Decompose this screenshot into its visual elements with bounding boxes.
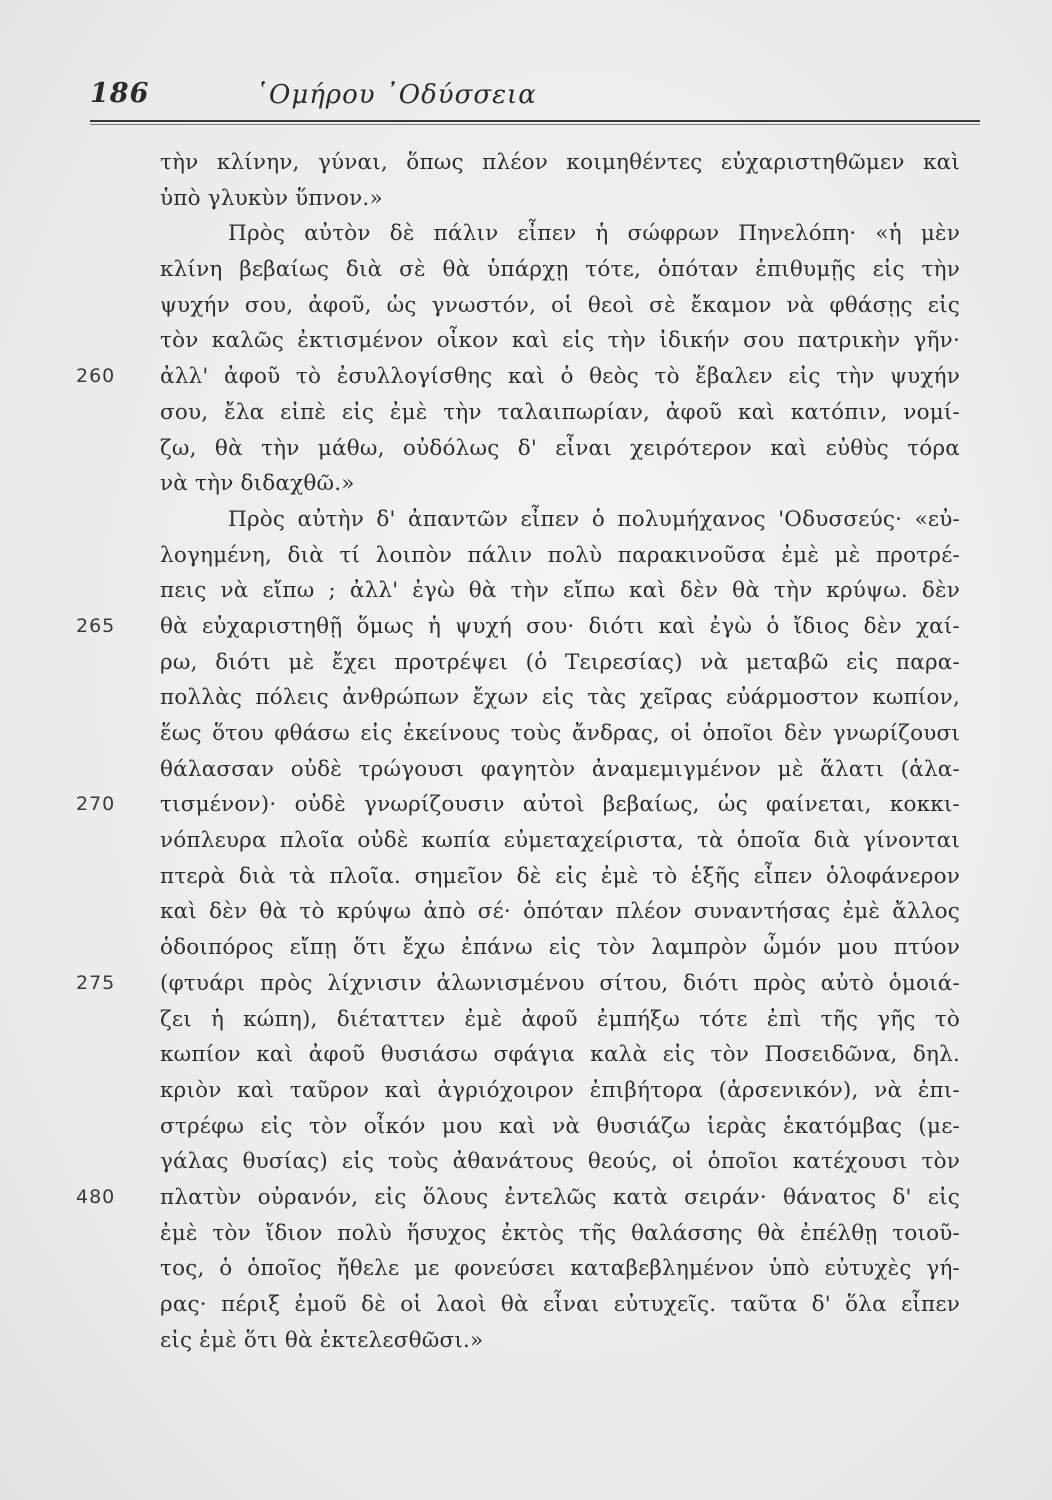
text-line: τισμένον)· οὐδὲ γνωρίζουσιν αὐτοὶ βεβαίως, ὡς φαίνεται, κοκκι- [160, 792, 960, 818]
line-number-260: 260 [76, 365, 116, 387]
text-line: κλίνη βεβαίως διὰ σὲ θὰ ὑπάρχῃ τότε, ὁπόταν ἐπιθυμῇς εἰς τὴν [160, 257, 960, 283]
text-line: σου, ἔλα εἰπὲ εἰς ἐμὲ τὴν ταλαιπωρίαν, ἀφοῦ καὶ κατόπιν, νομί- [160, 399, 960, 425]
header-rule [90, 120, 980, 122]
text-line: Πρὸς αὐτὴν δ' ἀπαντῶν εἶπεν ὁ πολυμήχανος 'Οδυσσεύς· «εὐ- [228, 506, 960, 532]
text-line: πτερὰ διὰ τὰ πλοῖα. σημεῖον δὲ εἰς ἐμὲ τὸ ἑξῆς εἶπεν ὁλοφάνερον [160, 863, 960, 889]
text-line: πολλὰς πόλεις ἀνθρώπων ἔχων εἰς τὰς χεῖρας εὐάρμοστον κωπίον, [160, 685, 960, 711]
text-line: ἐμὲ τὸν ἴδιον πολὺ ἥσυχος ἐκτὸς τῆς θαλάσσης θὰ ἐπέλθῃ τοιοῦ- [160, 1220, 960, 1246]
page-number: 186 [90, 78, 150, 109]
text-line: τος, ὁ ὁποῖος ἤθελε με φονεύσει καταβεβλημένον ὑπὸ εὐτυχὲς γή- [160, 1256, 960, 1282]
text-line: ρω, διότι μὲ ἔχει προτρέψει (ὁ Τειρεσίας) νὰ μεταβῶ εἰς παρα- [160, 649, 960, 675]
text-line: τὴν κλίνην, γύναι, ὅπως πλέον κοιμηθέντες εὐχαριστηθῶμεν καὶ [160, 150, 960, 175]
header-rule-thin [90, 124, 980, 125]
text-line: καὶ δὲν θὰ τὸ κρύψω ἀπὸ σέ· ὁπόταν πλέον συναντήσας ἐμὲ ἄλλος [160, 899, 960, 925]
text-line: τὸν καλῶς ἐκτισμένον οἶκον καὶ εἰς τὴν ἰδικήν σου πατρικὴν γῆν· [160, 328, 960, 354]
text-line: Πρὸς αὐτὸν δὲ πάλιν εἶπεν ἡ σώφρων Πηνελόπη· «ἡ μὲν [228, 221, 960, 247]
text-line: εἰς ἐμὲ ὅτι θὰ ἐκτελεσθῶσι.» [160, 1327, 484, 1353]
text-line: πεις νὰ εἴπω ; ἀλλ' ἐγὼ θὰ τὴν εἴπω καὶ δὲν θὰ τὴν κρύψω. δὲν [160, 578, 960, 604]
text-line: κριὸν καὶ ταῦρον καὶ ἀγριόχοιρον ἐπιβήτορα (ἀρσενικόν), νὰ ἐπι- [160, 1077, 960, 1103]
text-line: θὰ εὐχαριστηθῇ ὅμως ἡ ψυχή σου· διότι καὶ ἐγὼ ὁ ἴδιος δὲν χαί- [160, 613, 960, 639]
text-line: ὑπὸ γλυκὺν ὕπνον.» [160, 185, 383, 211]
line-number-275: 275 [76, 972, 116, 994]
text-line: ὁδοιπόρος εἴπῃ ὅτι ἔχω ἐπάνω εἰς τὸν λαμπρὸν ὦμόν μου πτύον [160, 935, 960, 961]
text-line: κωπίον καὶ ἀφοῦ θυσιάσω σφάγια καλὰ εἰς τὸν Ποσειδῶνα, δηλ. [160, 1042, 960, 1068]
text-line: (φτυάρι πρὸς λίχνισιν ἀλωνισμένου σίτου, διότι πρὸς αὐτὸ ὁμοιά- [160, 970, 960, 996]
text-line: ψυχήν σου, ἀφοῦ, ὡς γνωστόν, οἱ θεοὶ σὲ ἔκαμον νὰ φθάσῃς εἰς [160, 292, 960, 318]
text-line: νόπλευρα πλοῖα οὐδὲ κωπία εὐμεταχείριστα, τὰ ὁποῖα διὰ γίνονται [160, 828, 960, 854]
text-line: στρέφω εἰς τὸν οἶκόν μου καὶ νὰ θυσιάζω ἱερὰς ἑκατόμβας (με- [160, 1113, 960, 1139]
text-line: ζω, θὰ τὴν μάθω, οὐδόλως δ' εἶναι χειρότερον καὶ εὐθὺς τόρα [160, 435, 960, 461]
text-line: ἀλλ' ἀφοῦ τὸ ἐσυλλογίσθης καὶ ὁ θεὸς τὸ ἔβαλεν εἰς τὴν ψυχήν [160, 364, 960, 390]
text-line: νὰ τὴν διδαχθῶ.» [160, 471, 355, 497]
text-line: θάλασσαν οὐδὲ τρώγουσι φαγητὸν ἀναμεμιγμένον μὲ ἅλατι (ἁλα- [160, 756, 960, 782]
page-header [90, 78, 980, 118]
text-line: γάλας θυσίας) εἰς τοὺς ἀθανάτους θεούς, οἱ ὁποῖοι κατέχουσι τὸν [160, 1149, 960, 1175]
text-line: ἕως ὅτου φθάσω εἰς ἐκείνους τοὺς ἄνδρας, οἱ ὁποῖοι δὲν γνωρίζουσι [160, 721, 960, 746]
text-line: λογημένη, διὰ τί λοιπὸν πάλιν πολὺ παρακινοῦσα ἐμὲ μὲ προτρέ- [160, 542, 960, 568]
running-title: ῾Ομήρου ᾿Οδύσσεια [255, 80, 537, 110]
text-line: ρας· πέριξ ἐμοῦ δὲ οἱ λαοὶ θὰ εἶναι εὐτυχεῖς. ταῦτα δ' ὅλα εἶπεν [160, 1292, 960, 1317]
line-number-265: 265 [76, 615, 116, 637]
line-number-480: 480 [76, 1186, 116, 1208]
body-text [160, 145, 960, 1358]
text-line: πλατὺν οὐρανόν, εἰς ὅλους ἐντελῶς κατὰ σειράν· θάνατος δ' εἰς [160, 1184, 960, 1210]
line-number-270: 270 [76, 793, 116, 815]
text-line: ζει ἡ κώπη), διέταττεν ἐμὲ ἀφοῦ ἐμπήξω τότε ἐπὶ τῆς γῆς τὸ [160, 1006, 960, 1032]
